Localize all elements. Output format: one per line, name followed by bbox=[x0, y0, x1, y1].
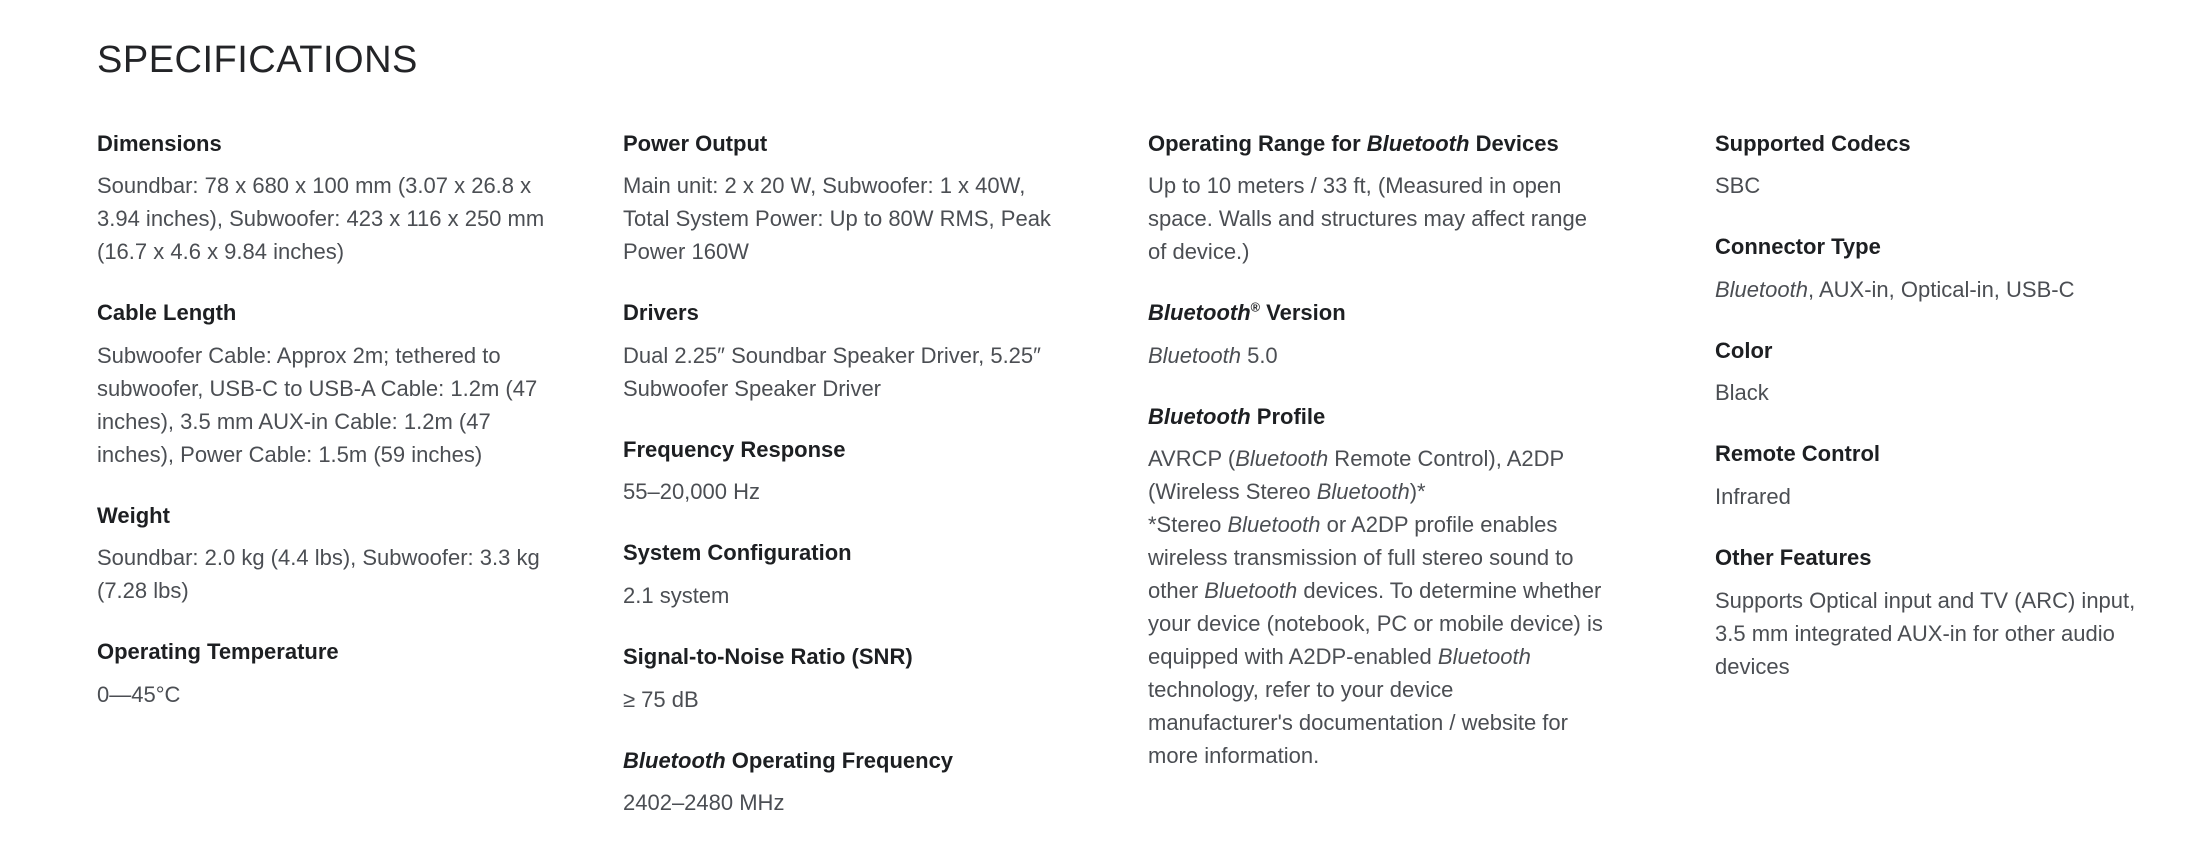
text-run: 5.0 bbox=[1240, 342, 1278, 368]
spec-heading bbox=[623, 539, 1071, 568]
text-run: Operating Range for bbox=[1148, 130, 1367, 156]
text-run: Frequency Response bbox=[623, 436, 846, 462]
text-run: Dimensions bbox=[97, 130, 222, 156]
spec-section bbox=[623, 436, 1071, 509]
text-run: Soundbar: 78 x 680 x 100 mm (3.07 x 26.8 x 3.94 inches), Subwoofer: 423 x 116 x 250 mm (16.7 x 4.6 x 9.84 inches) bbox=[97, 173, 545, 265]
text-run: Remote Control bbox=[1715, 441, 1880, 467]
spec-heading bbox=[1148, 403, 1603, 432]
spec-value bbox=[97, 339, 545, 471]
text-run: Subwoofer Cable: Approx 2m; tethered to subwoofer, USB-C to USB-A Cable: 1.2m (47 inches), 3.5 mm AUX-in Cable: 1.2m (47 inches), Power Cable: 1.5m (59 inches) bbox=[97, 342, 538, 467]
text-run: SBC bbox=[1715, 173, 1761, 199]
spec-heading bbox=[1715, 544, 2145, 573]
spec-value bbox=[623, 683, 1071, 716]
text-run: Connector Type bbox=[1715, 234, 1881, 260]
italic-text-run: Bluetooth bbox=[623, 747, 726, 773]
text-run: devices. To determine whether your device (notebook, PC or mobile device) is equipped with A2DP-enabled bbox=[1148, 578, 1603, 670]
text-run: Cable Length bbox=[97, 300, 237, 326]
text-run: *Stereo bbox=[1148, 512, 1228, 538]
spec-column-1 bbox=[97, 130, 545, 742]
text-run: Signal-to-Noise Ratio (SNR) bbox=[623, 643, 913, 669]
italic-text-run: Bluetooth bbox=[1148, 300, 1251, 326]
text-run: Operating Temperature bbox=[97, 639, 339, 665]
spec-heading bbox=[623, 747, 1071, 776]
spec-section bbox=[623, 539, 1071, 612]
spec-value bbox=[1148, 339, 1603, 372]
spec-value bbox=[1715, 169, 2145, 202]
text-run: 55–20,000 Hz bbox=[623, 479, 760, 505]
text-run: AVRCP ( bbox=[1148, 446, 1236, 472]
italic-text-run: Bluetooth bbox=[1235, 446, 1329, 472]
text-run: Supports Optical input and TV (ARC) input, 3.5 mm integrated AUX-in for other audio devices bbox=[1715, 587, 2136, 679]
text-run: technology, refer to your device manufacturer's documentation / website for more information. bbox=[1148, 677, 1568, 769]
italic-text-run: Bluetooth bbox=[1148, 342, 1241, 368]
spec-heading bbox=[623, 436, 1071, 465]
spec-section bbox=[623, 643, 1071, 716]
spec-value bbox=[623, 475, 1071, 508]
spec-heading bbox=[1148, 130, 1603, 159]
text-run: or A2DP profile enables wireless transmission of full stereo sound to other bbox=[1148, 512, 1574, 604]
spec-heading bbox=[1715, 233, 2145, 262]
italic-text-run: Bluetooth bbox=[1316, 479, 1410, 505]
spec-heading bbox=[1148, 299, 1603, 328]
text-run: Black bbox=[1715, 380, 1769, 406]
text-run: 2.1 system bbox=[623, 582, 730, 608]
text-run: Other Features bbox=[1715, 544, 1872, 570]
spec-value bbox=[1715, 376, 2145, 409]
text-run: Soundbar: 2.0 kg (4.4 lbs), Subwoofer: 3.3 kg (7.28 lbs) bbox=[97, 545, 540, 604]
text-run: Devices bbox=[1469, 130, 1559, 156]
text-run: Power Output bbox=[623, 130, 768, 156]
text-run: Dual 2.25″ Soundbar Speaker Driver, 5.25″ Subwoofer Speaker Driver bbox=[623, 342, 1041, 401]
text-run: Supported Codecs bbox=[1715, 130, 1911, 156]
text-run: )* bbox=[1409, 479, 1426, 505]
spec-section bbox=[97, 638, 545, 711]
spec-value bbox=[623, 786, 1071, 819]
spec-value bbox=[1715, 273, 2145, 306]
text-run: Color bbox=[1715, 337, 1773, 363]
text-run: 2402–2480 MHz bbox=[623, 790, 785, 816]
italic-text-run: Bluetooth bbox=[1715, 276, 1808, 302]
text-run: ≥ 75 dB bbox=[623, 686, 699, 712]
spec-heading bbox=[97, 130, 545, 159]
italic-text-run: Bluetooth bbox=[1227, 512, 1321, 538]
spec-value bbox=[97, 541, 545, 607]
spec-value bbox=[1715, 480, 2145, 513]
spec-section bbox=[1715, 233, 2145, 306]
text-run: ® bbox=[1250, 299, 1261, 315]
spec-value bbox=[1715, 584, 2145, 683]
spec-section bbox=[623, 130, 1071, 269]
spec-heading bbox=[1715, 440, 2145, 469]
text-run: , AUX-in, Optical-in, USB-C bbox=[1807, 276, 2075, 302]
spec-value bbox=[623, 169, 1071, 268]
spec-section bbox=[1715, 130, 2145, 203]
spec-heading bbox=[623, 643, 1071, 672]
spec-section bbox=[623, 747, 1071, 820]
spec-value bbox=[97, 678, 545, 711]
spec-section bbox=[97, 502, 545, 608]
text-run: Drivers bbox=[623, 300, 699, 326]
spec-heading bbox=[623, 130, 1071, 159]
text-run: Weight bbox=[97, 502, 170, 528]
text-run: Operating Frequency bbox=[725, 747, 954, 773]
spec-section bbox=[1148, 299, 1603, 372]
spec-section bbox=[1148, 403, 1603, 773]
spec-value bbox=[623, 579, 1071, 612]
spec-column-4 bbox=[1715, 130, 2145, 714]
text-run: Up to 10 meters / 33 ft, (Measured in open space. Walls and structures may affect range of device.) bbox=[1148, 173, 1587, 265]
spec-heading bbox=[623, 299, 1071, 328]
text-run: 0—45°C bbox=[97, 681, 181, 707]
spec-section bbox=[623, 299, 1071, 405]
spec-section bbox=[1715, 440, 2145, 513]
spec-heading bbox=[97, 638, 545, 667]
text-run: Profile bbox=[1250, 403, 1326, 429]
spec-heading bbox=[1715, 337, 2145, 366]
spec-section bbox=[1148, 130, 1603, 269]
spec-column-2 bbox=[623, 130, 1071, 850]
text-run: Version bbox=[1260, 300, 1346, 326]
italic-text-run: Bluetooth bbox=[1437, 644, 1531, 670]
spec-column-3 bbox=[1148, 130, 1603, 804]
spec-heading bbox=[97, 502, 545, 531]
spec-value bbox=[623, 339, 1071, 405]
italic-text-run: Bluetooth bbox=[1148, 403, 1251, 429]
text-run: Main unit: 2 x 20 W, Subwoofer: 1 x 40W, Total System Power: Up to 80W RMS, Peak Power 160W bbox=[623, 173, 1051, 265]
spec-value bbox=[1148, 442, 1603, 772]
italic-text-run: Bluetooth bbox=[1366, 130, 1470, 156]
text-run: Infrared bbox=[1715, 483, 1791, 509]
spec-section bbox=[1715, 544, 2145, 683]
spec-value bbox=[97, 169, 545, 268]
text-run: System Configuration bbox=[623, 540, 852, 566]
text-run: Remote Control), A2DP (Wireless Stereo bbox=[1148, 446, 1564, 505]
spec-section bbox=[97, 130, 545, 269]
spec-value bbox=[1148, 169, 1603, 268]
spec-heading bbox=[1715, 130, 2145, 159]
page-title: SPECIFICATIONS bbox=[97, 39, 418, 81]
italic-text-run: Bluetooth bbox=[1204, 578, 1298, 604]
spec-heading bbox=[97, 299, 545, 328]
spec-section bbox=[97, 299, 545, 471]
spec-section bbox=[1715, 337, 2145, 410]
spec-columns bbox=[97, 130, 2136, 850]
